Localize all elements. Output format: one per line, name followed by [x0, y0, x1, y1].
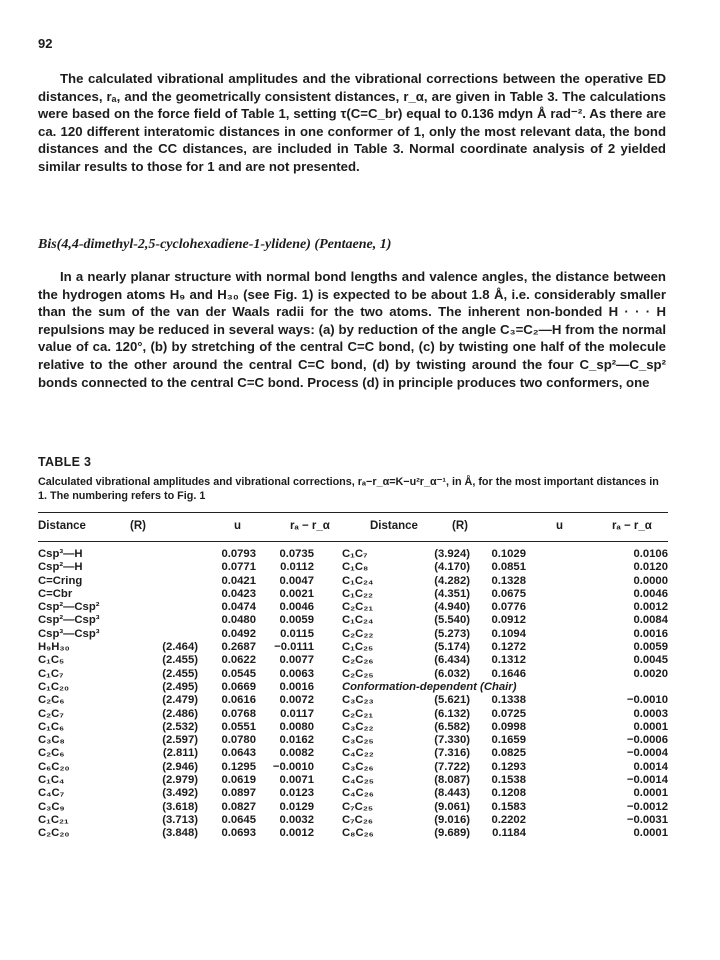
correction-cell: −0.0012: [626, 800, 668, 813]
correction-cell: 0.0016: [279, 680, 314, 693]
u-cell: 0.1295: [221, 760, 256, 773]
r-cell: (7.316): [434, 747, 470, 760]
correction-cell: 0.0080: [279, 720, 314, 733]
distance-cell: C₂C₂₆: [342, 654, 374, 667]
r-cell: (3.924): [434, 548, 470, 560]
table-row: [38, 601, 668, 614]
u-cell: 0.0492: [221, 627, 256, 640]
r-cell: (8.443): [434, 787, 470, 800]
r-cell: [106, 548, 206, 561]
correction-cell: 0.0120: [633, 561, 668, 574]
r-cell: (7.722): [434, 760, 470, 773]
r-cell: (4.351): [434, 587, 470, 600]
header-r-right: (R): [452, 520, 468, 532]
u-cell: 0.0423: [221, 587, 256, 600]
correction-cell: 0.0020: [633, 667, 668, 680]
correction-cell: −0.0010: [626, 694, 668, 707]
correction-cell: 0.0059: [633, 641, 668, 654]
correction-cell: −0.0014: [626, 774, 668, 787]
u-cell: 0.0768: [221, 707, 256, 720]
u-cell: 0.1646: [491, 667, 526, 680]
distance-cell: C₁C₂₀: [38, 680, 70, 693]
distance-cell: C₈C₂₆: [342, 827, 374, 840]
u-cell: 0.2202: [491, 813, 526, 826]
correction-cell: −0.0031: [626, 813, 668, 826]
correction-cell: 0.0001: [633, 827, 668, 840]
table-row: [38, 588, 668, 601]
distance-cell: C₁C₂₂: [342, 587, 374, 600]
correction-cell: 0.0115: [280, 627, 314, 640]
page-number: 92: [38, 36, 53, 51]
distance-cell: C₁C₈: [342, 561, 369, 574]
correction-cell: −0.0010: [272, 760, 314, 773]
correction-cell: 0.0046: [633, 587, 668, 600]
vibrational-table: [38, 548, 668, 841]
r-cell: (8.087): [434, 774, 470, 787]
u-cell: 0.0669: [221, 680, 256, 693]
u-cell: 0.0897: [221, 787, 256, 800]
r-cell: (7.330): [434, 734, 470, 747]
header-u-right: u: [556, 520, 564, 532]
correction-cell: 0.0021: [279, 587, 314, 600]
u-cell: 0.0793: [221, 548, 256, 560]
correction-cell: 0.0123: [279, 787, 314, 800]
u-cell: 0.1094: [491, 627, 526, 640]
distance-cell: C₂C₆: [38, 694, 65, 707]
u-cell: 0.0725: [491, 707, 526, 720]
r-cell: [106, 601, 206, 614]
distance-cell: C₂C₆: [38, 747, 65, 760]
u-cell: 0.0675: [491, 587, 526, 600]
r-cell: (4.170): [434, 561, 470, 574]
distance-cell: C₇C₂₅: [342, 800, 374, 813]
paragraph-vibrational-amplitudes: The calculated vibrational amplitudes and the vibrational corrections between the operative ED distances, rₐ, and the geometrically consistent distances, r_α, are given in Table 3. The calculations were based on the force field of Table 1, setting τ(C=C_br) equal to 0.136 mdyn Å rad⁻². As there are ca. 120 different interatomic distances in one conformer of 1, only the most relevant data, the bond distances and the CC distances, are included in Table 3. Normal coordinate analysis of 2 yielded similar results to those for 1 and are not presented.: [38, 71, 666, 174]
correction-cell: −0.0004: [626, 747, 668, 760]
r-cell: (9.689): [434, 827, 470, 840]
distance-cell: Csp²—Csp³: [38, 614, 100, 627]
u-cell: 0.0643: [221, 747, 256, 760]
u-cell: 0.1184: [492, 827, 526, 840]
table-row: [38, 814, 668, 827]
r-cell: (2.486): [162, 707, 198, 720]
u-cell: 0.0645: [221, 813, 256, 826]
r-cell: [106, 628, 206, 641]
distance-cell: C=Cbr: [38, 587, 73, 600]
table-row: [38, 734, 668, 747]
u-cell: 0.1583: [491, 800, 526, 813]
table-row: [38, 801, 668, 814]
distance-cell: C₆C₂₀: [38, 760, 70, 773]
correction-cell: 0.0112: [280, 561, 314, 574]
u-cell: 0.0616: [221, 694, 256, 707]
distance-cell: C₂C₇: [38, 707, 64, 720]
distance-cell: C₁C₆: [38, 720, 65, 733]
table-row: [38, 827, 668, 840]
r-cell: [106, 561, 206, 574]
correction-cell: 0.0063: [279, 667, 314, 680]
correction-cell: 0.0129: [279, 800, 314, 813]
correction-cell: 0.0117: [280, 707, 314, 720]
table-row: [38, 668, 668, 681]
correction-cell: 0.0000: [633, 574, 668, 587]
table-row: [38, 548, 668, 561]
u-cell: 0.1328: [491, 574, 526, 587]
u-cell: 0.0912: [491, 614, 526, 627]
distance-cell: C₄C₂₂: [342, 747, 374, 760]
distance-cell: C₇C₂₆: [342, 813, 373, 826]
table-row: [38, 721, 668, 734]
u-cell: 0.1293: [491, 760, 526, 773]
correction-cell: 0.0012: [633, 601, 668, 614]
u-cell: 0.0619: [221, 774, 256, 787]
r-cell: (6.032): [434, 667, 470, 680]
table-row: [38, 708, 668, 721]
distance-cell: Csp³—H: [38, 548, 83, 560]
r-cell: (9.061): [434, 800, 470, 813]
header-r-left: (R): [130, 520, 146, 532]
u-cell: 0.0421: [221, 574, 256, 587]
distance-cell: C₁C₅: [38, 654, 65, 667]
correction-cell: 0.0014: [633, 760, 668, 773]
correction-cell: 0.0084: [633, 614, 668, 627]
distance-cell: C₁C₇: [38, 667, 64, 680]
r-cell: [106, 575, 206, 588]
distance-cell: C₄C₂₅: [342, 774, 374, 787]
table-row: [38, 614, 668, 627]
distance-cell: C=Cring: [38, 574, 83, 587]
table-caption: Calculated vibrational amplitudes and vibrational corrections, rₐ−r_α=K−u²r_α⁻¹, in Å, for the most important distances in 1. The numbering refers to Fig. 1: [38, 476, 659, 502]
distance-cell: C₂C₂₁: [342, 707, 374, 720]
correction-cell: 0.0059: [279, 614, 314, 627]
r-cell: (6.434): [434, 654, 470, 667]
r-cell: (5.273): [434, 627, 470, 640]
r-cell: (9.016): [434, 813, 470, 826]
r-cell: [106, 588, 206, 601]
table-label: TABLE 3: [38, 455, 92, 469]
header-correction-left: rₐ − r_α: [290, 520, 330, 532]
u-cell: 0.0545: [221, 667, 256, 680]
correction-cell: 0.0072: [279, 694, 314, 707]
u-cell: 0.0851: [491, 561, 526, 574]
correction-cell: 0.0162: [279, 734, 314, 747]
distance-cell: Csp²—H: [38, 561, 83, 574]
distance-cell: C₁C₂₄: [342, 614, 374, 627]
distance-cell: C₁C₇: [342, 548, 368, 560]
table-row: [38, 575, 668, 588]
section-heading: Bis(4,4-dimethyl-2,5-cyclohexadiene-1-ylidene) (Pentaene, 1): [38, 237, 392, 252]
header-u-left: u: [234, 520, 242, 532]
distance-cell: C₃C₂₆: [342, 760, 374, 773]
table-row: [38, 654, 668, 667]
r-cell: (6.132): [434, 707, 470, 720]
table-top-rule: [38, 512, 668, 513]
distance-cell: C₄C₇: [38, 787, 65, 800]
u-cell: 0.1029: [491, 548, 526, 560]
u-cell: 0.0551: [221, 720, 256, 733]
conformation-label: Conformation-dependent (Chair): [342, 680, 517, 693]
distance-cell: C₂C₂₁: [342, 601, 374, 614]
distance-cell: Csp²—Csp²: [38, 601, 100, 614]
u-cell: 0.0480: [221, 614, 256, 627]
correction-cell: 0.0071: [279, 774, 314, 787]
r-cell: (5.174): [434, 641, 470, 654]
table-row: [38, 681, 668, 694]
r-cell: (5.621): [434, 694, 470, 707]
r-cell: [106, 614, 206, 627]
table-row: [38, 787, 668, 800]
table-row: [38, 747, 668, 760]
distance-cell: C₃C₂₃: [342, 694, 374, 707]
r-cell: (6.582): [434, 720, 470, 733]
correction-cell: 0.0016: [633, 627, 668, 640]
correction-cell: 0.0082: [279, 747, 314, 760]
distance-cell: H₉H₃₀: [38, 641, 70, 654]
distance-cell: C₃C₈: [38, 734, 65, 747]
correction-cell: 0.0003: [633, 707, 668, 720]
u-cell: 0.0771: [221, 561, 256, 574]
correction-cell: 0.0106: [633, 548, 668, 560]
u-cell: 0.1272: [491, 641, 526, 654]
distance-cell: C₂C₂₅: [342, 667, 374, 680]
table-row: [38, 641, 668, 654]
u-cell: 0.0693: [221, 827, 256, 840]
correction-cell: 0.0032: [279, 813, 314, 826]
u-cell: 0.0776: [491, 601, 526, 614]
correction-cell: −0.0006: [626, 734, 668, 747]
table-body: [38, 548, 668, 841]
correction-cell: 0.0047: [279, 574, 314, 587]
table-row: [38, 561, 668, 574]
u-cell: 0.1312: [491, 654, 526, 667]
r-cell: (4.282): [434, 574, 470, 587]
distance-cell: C₃C₉: [38, 800, 65, 813]
r-cell: (3.618): [162, 800, 198, 813]
distance-cell: C₃C₂₅: [342, 734, 374, 747]
r-cell: (2.811): [162, 747, 198, 760]
distance-cell: C₁C₄: [38, 774, 65, 787]
r-cell: (2.946): [162, 760, 198, 773]
u-cell: 0.0827: [221, 800, 256, 813]
distance-cell: C₁C₂₅: [342, 641, 374, 654]
u-cell: 0.0825: [491, 747, 526, 760]
r-cell: (2.479): [162, 694, 198, 707]
r-cell: (3.492): [162, 787, 198, 800]
u-cell: 0.1208: [491, 787, 526, 800]
distance-cell: C₁C₂₄: [342, 574, 374, 587]
correction-cell: 0.0012: [279, 827, 314, 840]
correction-cell: 0.0046: [279, 601, 314, 614]
r-cell: (3.713): [162, 813, 198, 826]
correction-cell: −0.0111: [274, 641, 314, 654]
correction-cell: 0.0045: [633, 654, 668, 667]
u-cell: 0.0780: [221, 734, 256, 747]
paragraph-nonbonded-repulsion: In a nearly planar structure with normal bond lengths and valence angles, the distance between the hydrogen atoms H₉ and H₃₀ (see Fig. 1) is expected to be about 1.8 Å, i.e. considerably smaller than the sum of the van der Waals radii for the two atoms. The inherent non-bonded H · · · H repulsions may be reduced in several ways: (a) by reduction of the angle C₃=C₂—H from the normal value of ca. 120°, (b) by stretching of the central C=C bond, (c) by twisting one half of the molecule relative to the other around the central C=C bond, (d) by twisting around the four C_sp²—C_sp² bonds connected to the central C=C bond. Process (d) in principle produces two conformers, one: [38, 269, 666, 390]
r-cell: (2.495): [162, 680, 198, 693]
distance-cell: C₂C₂₀: [38, 827, 70, 840]
u-cell: 0.1659: [491, 734, 526, 747]
distance-cell: C₂C₂₂: [342, 627, 374, 640]
u-cell: 0.0622: [221, 654, 256, 667]
table-row: [38, 761, 668, 774]
r-cell: (2.455): [162, 667, 198, 680]
correction-cell: 0.0077: [279, 654, 314, 667]
correction-cell: 0.0001: [633, 787, 668, 800]
r-cell: (2.532): [162, 720, 198, 733]
distance-cell: C₁C₂₁: [38, 813, 69, 826]
r-cell: (2.455): [162, 654, 198, 667]
distance-cell: Csp³—Csp³: [38, 627, 100, 640]
r-cell: (4.940): [434, 601, 470, 614]
header-distance-right: Distance: [370, 520, 418, 532]
u-cell: 0.0998: [491, 720, 526, 733]
r-cell: (2.464): [162, 641, 198, 654]
table-row: [38, 774, 668, 787]
r-cell: (2.979): [162, 774, 198, 787]
distance-cell: C₄C₂₆: [342, 787, 374, 800]
u-cell: 0.2687: [221, 641, 256, 654]
distance-cell: C₃C₂₂: [342, 720, 374, 733]
correction-cell: 0.0001: [633, 720, 668, 733]
table-header-rule: [38, 541, 668, 542]
u-cell: 0.0474: [221, 601, 256, 614]
r-cell: (3.848): [162, 827, 198, 840]
u-cell: 0.1338: [491, 694, 526, 707]
correction-cell: 0.0735: [279, 548, 314, 560]
r-cell: (2.597): [162, 734, 198, 747]
header-correction-right: rₐ − r_α: [612, 520, 652, 532]
table-row: [38, 694, 668, 707]
r-cell: (5.540): [434, 614, 470, 627]
u-cell: 0.1538: [491, 774, 526, 787]
table-row: [38, 628, 668, 641]
header-distance-left: Distance: [38, 520, 86, 532]
